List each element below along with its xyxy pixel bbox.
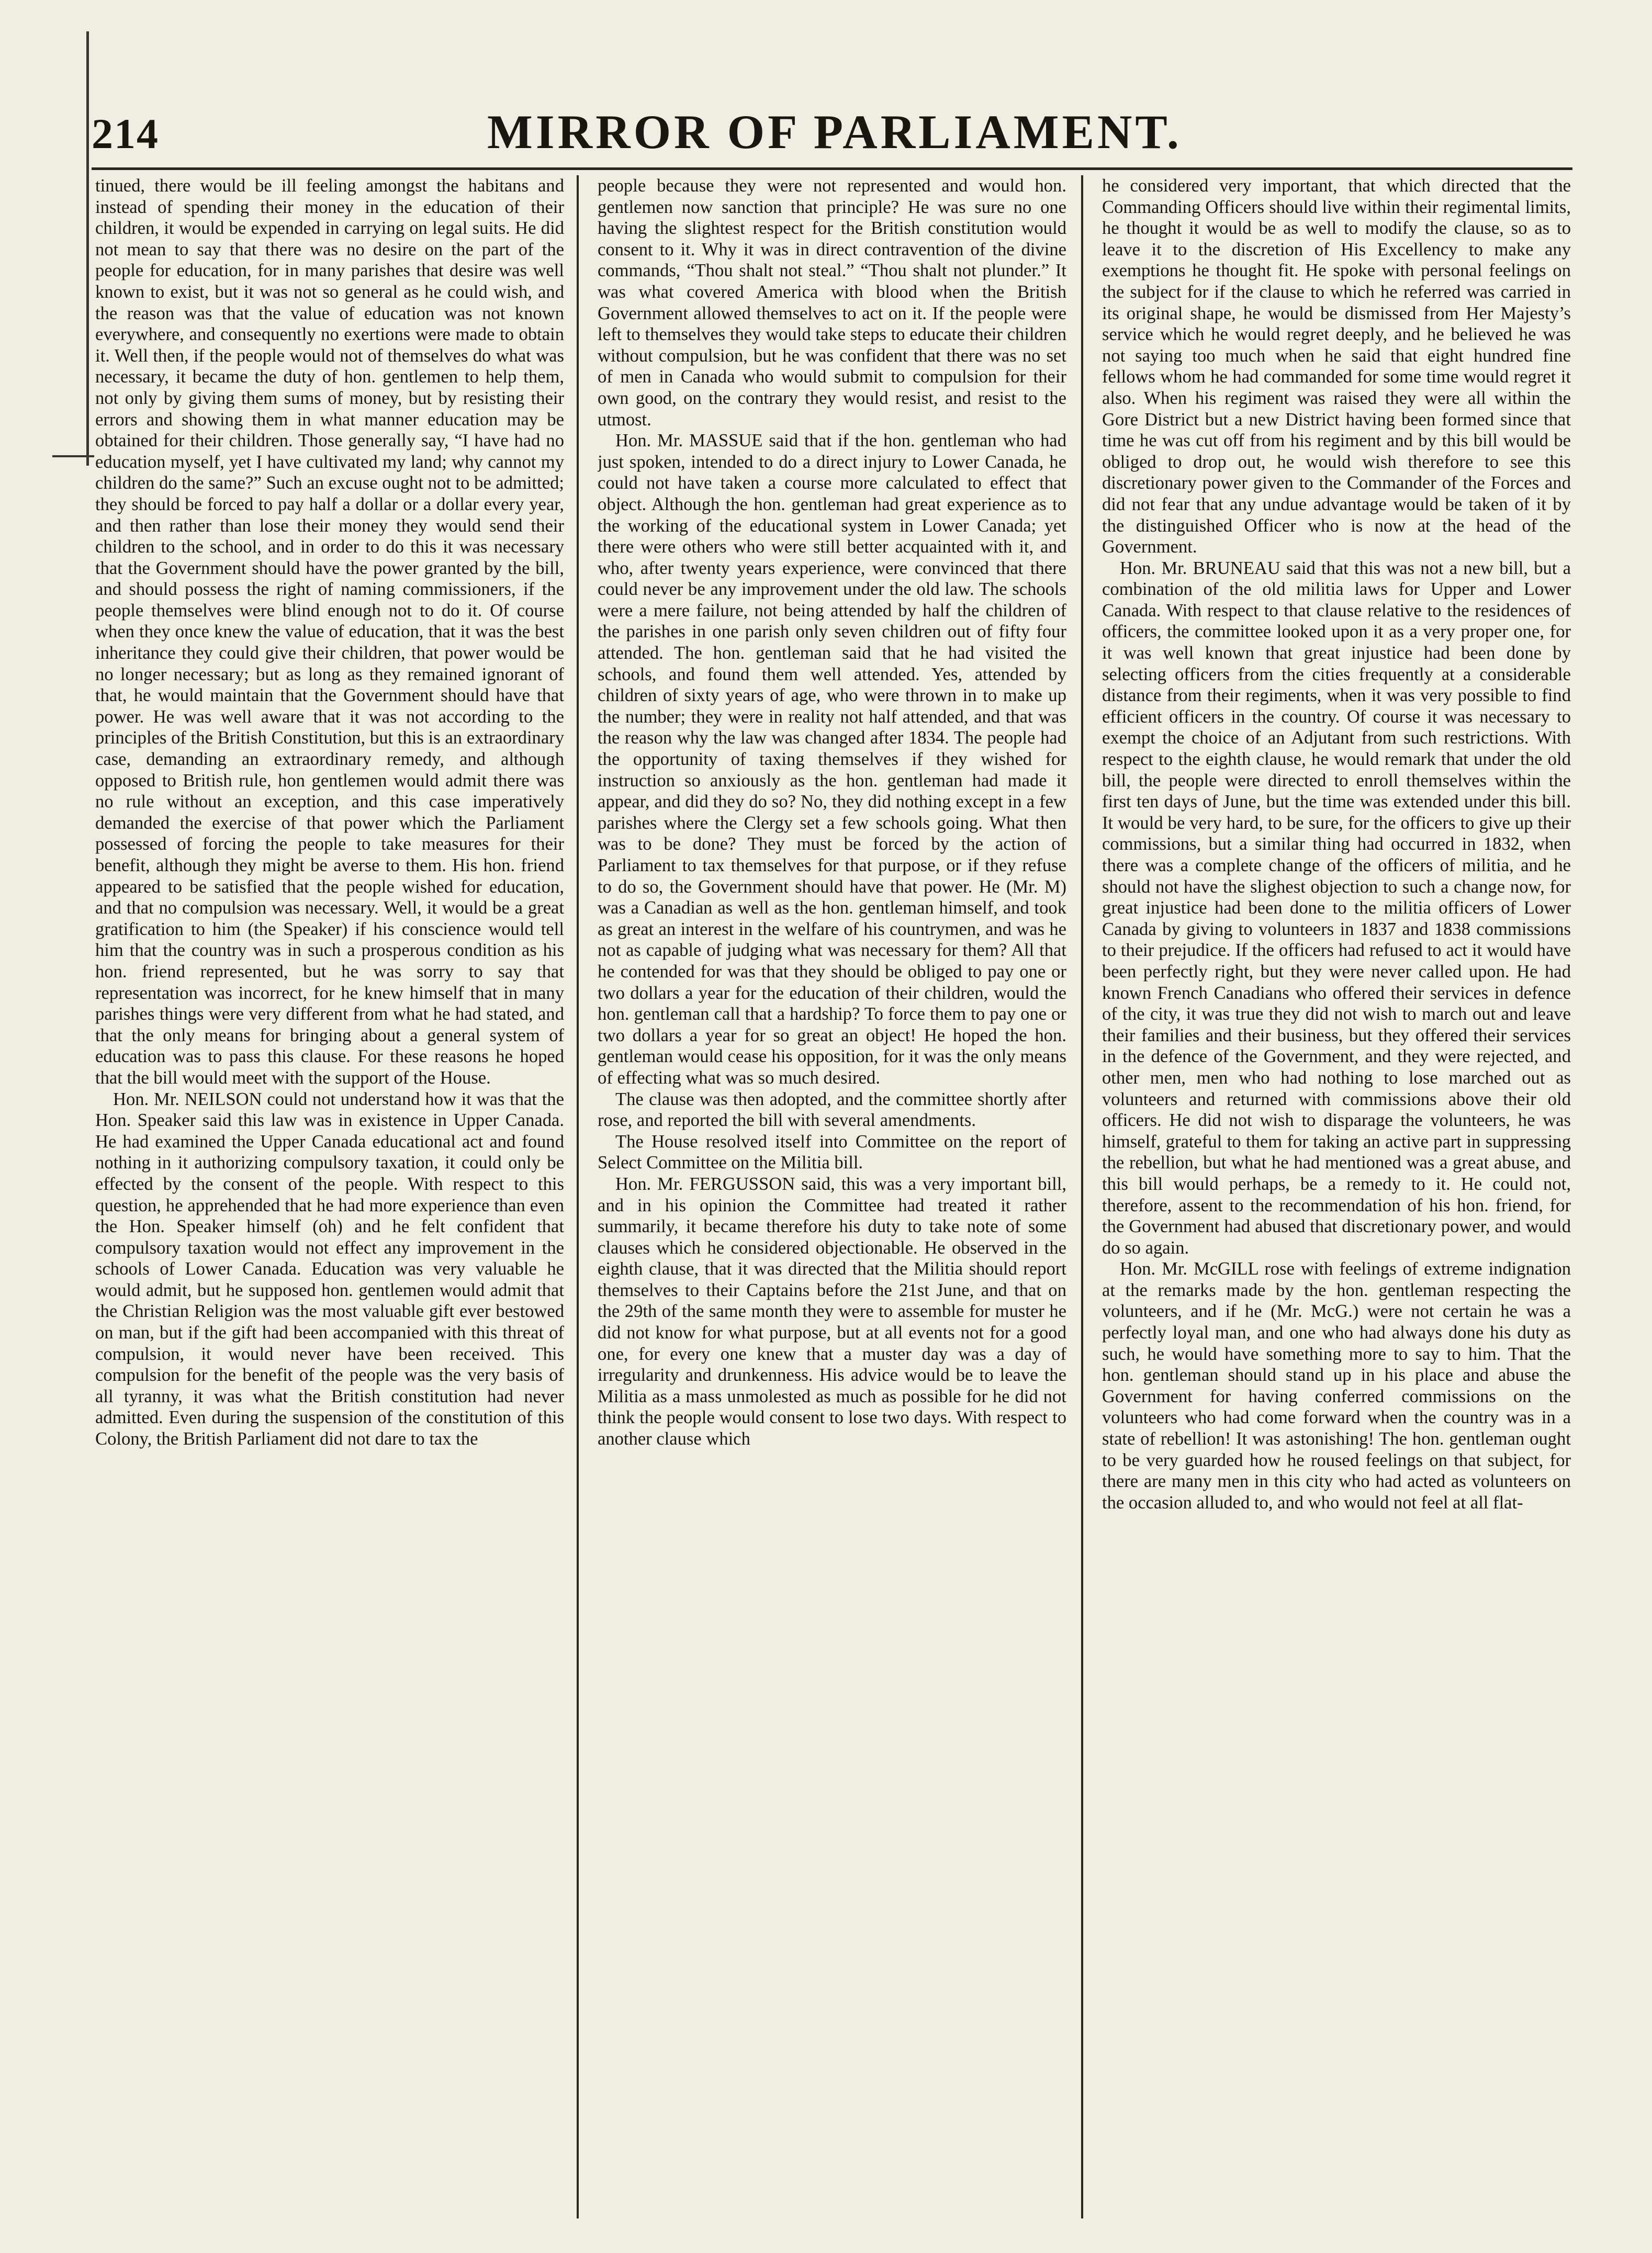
paragraph: Hon. Mr. BRUNEAU said that this was not a new bill, but a combination of the old militia laws for Upper and Lower Canada. With respect to that clause relative to the residences of officers, the committee looked upon it as a very proper one, for it was well known that great injustice had been done by selecting officers from the cities frequently at a considerable distance from their regiments, when it was very possible to find efficient officers in the country. Of course it was necessary to exempt the choice of an Adjutant from such restrictions. With respect to the eighth clause, he would remark that under the old bill, the people were directed to enroll themselves within the first ten days of June, but the time was extended under this bill. It would be very hard, to be sure, for the officers to give up their commissions, but a similar thing had occurred in 1832, when there was a complete change of the officers of militia, and he should not have the slighest objection to such a change now, for great injustice had been done to the militia officers of Lower Canada by giving to volunteers in 1837 and 1838 commissions to their prejudice. If the officers had refused to act it would have been perfectly right, but they were never called upon. He had known French Canadians who offered their services in defence of the city, it was true they did not wish to march out and leave their families and their business, but they offered their services in the defence of the Government, and they were rejected, and other men, men who had nothing to lose marched out as volunteers and returned with commissions above their old officers. He did not wish to disparage the volunteers, he was himself, grateful to them for taking an active part in suppressing the rebellion, but what he had mentioned was a great abuse, and this bill would perhaps, be a remedy to it. He could not, therefore, assent to the recommendation of his hon. friend, for the Government had abused that discretionary power, and would do so again.: [1102, 558, 1571, 1258]
column-rule: [577, 175, 579, 2218]
margin-mark-tick: [52, 455, 94, 457]
paragraph: he considered very important, that which directed that the Commanding Officers should live within their regimental limits, he thought it would be as well to modify the clause, so as to leave it to the discretion of His Excellency to make any exemptions he thought fit. He spoke with personal feelings on the subject for if the clause to which he referred was carried in its original shape, he would be dismissed from Her Majesty’s service which he would regret deeply, and he believed he was not saying too much when he said that eight hundred fine fellows whom he had commanded for some time would regret it also. When his regiment was raised they were all within the Gore District but a new District having been formed since that time he was cut off from his regiment and by this bill would be obliged to drop out, he would wish therefore to see this discretionary power given to the Commander of the Forces and did not fear that any undue advantage would be taken of it by the distinguished Officer who is now at the head of the Government.: [1102, 176, 1571, 557]
column-3: [1102, 175, 1571, 2218]
page-header: [92, 102, 1567, 165]
column-1: [95, 175, 564, 2218]
page-number: 214: [92, 110, 159, 157]
paragraph: Hon. Mr. MASSUE said that if the hon. gentleman who had just spoken, intended to do a direct injury to Lower Canada, he could not have taken a course more calculated to effect that object. Although the hon. gentleman had great experience as to the working of the educational system in Lower Canada; yet there were others who were still better acquainted with it, and who, after twenty years experience, were convinced that there could never be any improvement under the old law. The schools were a mere failure, not being attended by half the children of the parishes in one parish only seven children out of fifty four attended. The hon. gentleman said that he had visited the schools, and found them well attended. Yes, attended by children of sixty years of age, who were thrown in to make up the number; they were in reality not half attended, and that was the reason why the law was changed after 1834. The people had the opportunity of taxing themselves if they wished for instruction so anxiously as the hon. gentleman had made it appear, and did they do so? No, they did nothing except in a few parishes where the Clergy set a few schools going. What then was to be done? They must be forced by the action of Parliament to tax themselves for that purpose, or if they refuse to do so, the Government should have that power. He (Mr. M) was a Canadian as well as the hon. gentleman himself, and took as great an interest in the welfare of his countrymen, and was he not as capable of judging what was necessary for them? All that he contended for was that they should be obliged to pay one or two dollars a year for the education of their children, would the hon. gentleman call that a hardship? To force them to pay one or two dollars a year for so great an object! He hoped the hon. gentleman would cease his opposition, for it was the only means of effecting what was so much desired.: [598, 431, 1066, 1088]
paragraph: people because they were not represented and would hon. gentlemen now sanction that principle? He was sure no one having the slightest respect for the British constitution would consent to it. Why it was in direct contravention of the divine commands, “Thou shalt not steal.” “Thou shalt not plunder.” It was what covered America with blood when the British Government allowed themselves to act on it. If the people were left to themselves they would take steps to educate their children without compulsion, but he was confident that there was no set of men in Canada who would submit to compulsion for their own good, on the contrary they would resist, and resist to the utmost.: [598, 176, 1066, 430]
header-rule: [92, 167, 1572, 170]
running-title: MIRROR OF PARLIAMENT.: [487, 105, 1182, 159]
text-columns: [95, 175, 1571, 2218]
margin-mark: [86, 31, 89, 466]
paragraph: Hon. Mr. McGILL rose with feelings of extreme indignation at the remarks made by the hon. gentleman respecting the volunteers, and if he (Mr. McG.) were not certain he was a perfectly loyal man, and one who had always done his duty as such, he would have something more to say to him. That the hon. gentleman should stand up in his place and abuse the Government for having conferred commissions on the volunteers who had come forward when the country was in a state of rebellion! It was astonishing! The hon. gentleman ought to be very guarded how he roused feelings on that subject, for there are many men in this city who had acted as volunteers on the occasion alluded to, and who would not feel at all flat-: [1102, 1259, 1571, 1513]
paragraph: Hon. Mr. NEILSON could not understand how it was that the Hon. Speaker said this law was in existence in Upper Canada. He had examined the Upper Canada educational act and found nothing in it authorizing compulsory taxation, it could only be effected by the consent of the people. With respect to this question, he apprehended that he had more experience than even the Hon. Speaker himself (oh) and he felt confident that compulsory taxation would not effect any improvement in the schools of Lower Canada. Education was very valuable he would admit, but he supposed hon. gentlemen would admit that the Christian Religion was the most valuable gift ever bestowed on man, but if the gift had been accompanied with this threat of compulsion, it would never have been received. This compulsion for the benefit of the people was the very basis of all tyranny, it was what the British constitution had never admitted. Even during the suspension of the constitution of this Colony, the British Parliament did not dare to tax the: [95, 1089, 564, 1449]
paragraph: The House resolved itself into Committee on the report of Select Committee on the Militia bill.: [598, 1131, 1066, 1173]
column-rule: [1081, 175, 1083, 2218]
paragraph: The clause was then adopted, and the committee shortly after rose, and reported the bill with several amendments.: [598, 1089, 1066, 1131]
paragraph: tinued, there would be ill feeling amongst the habitans and instead of spending their money in the education of their children, it would be expended in carrying on legal suits. He did not mean to say that there was no desire on the part of the people for education, for in many parishes that desire was well known to exist, but it was not so general as he could wish, and the reason was that the value of education was not known everywhere, and consequently no exertions were made to obtain it. Well then, if the people would not of themselves do what was necessary, it became the duty of hon. gentlemen to help them, not only by giving them sums of money, but by resisting their errors and showing them in what manner education may be obtained for their children. Those generally say, “I have had no education myself, yet I have cultivated my land; why cannot my children do the same?” Such an excuse ought not to be admitted; they should be forced to pay half a dollar or a dollar every year, and then rather than lose their money they would send their children to the school, and in order to do this it was necessary that the Government should have the power granted by the bill, and should possess the right of naming commissioners, if the people themselves were blind enough not to do it. Of course when they once knew the value of education, that it was the best inheritance they could give their children, that power would be no longer necessary; but as long as they remained ignorant of that, he would maintain that the Government should have that power. He was well aware that it was not according to the principles of the British Constitution, but this is an extraordinary case, demanding an extraordinary remedy, and although opposed to British rule, hon gentlemen would admit there was no rule without an exception, and this case imperatively demanded the exercise of that power which the Parliament possessed of forcing the people to take measures for their benefit, although they might be averse to them. His hon. friend appeared to be satisfied that the people wished for education, and that no compulsion was necessary. Well, it would be a great gratification to him (the Speaker) if his conscience would tell him that the country was in such a prosperous condition as his hon. friend represented, but he was sorry to say that representation was incorrect, for he knew himself that in many parishes things were very different from what he had stated, and that the only means for bringing about a general system of education was to pass this clause. For these reasons he hoped that the bill would meet with the support of the House.: [95, 176, 564, 1088]
column-2: [598, 175, 1066, 2218]
paragraph: Hon. Mr. FERGUSSON said, this was a very important bill, and in his opinion the Committee had treated it rather summarily, it became therefore his duty to take note of some clauses which he considered objectionable. He observed in the eighth clause, that it was directed that the Militia should report themselves to their Captains before the 21st June, and that on the 29th of the same month they were to assemble for muster he did not know for what purpose, but at all events not for a good one, for every one knew that a muster day was a day of irregularity and drunkenness. His advice would be to leave the Militia as a mass unmolested as much as possible for he did not think the people would consent to lose two days. With respect to another clause which: [598, 1174, 1066, 1449]
